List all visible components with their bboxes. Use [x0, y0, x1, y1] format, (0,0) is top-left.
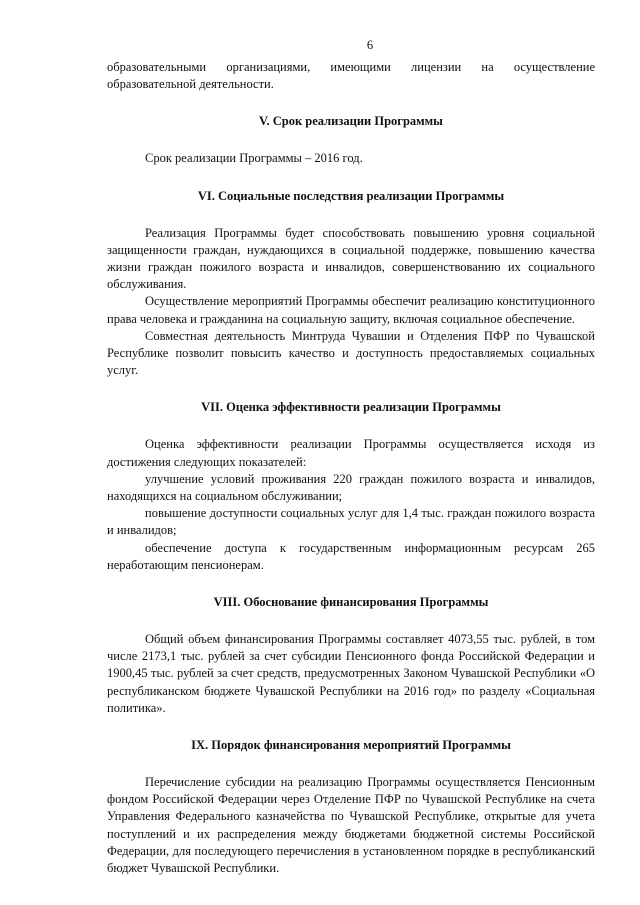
intro-paragraph-tail: образовательными организациями, имеющими лицензии на осуществление образовательной деятельности.	[107, 60, 595, 92]
section-vii-paragraph: Оценка эффективности реализации Программы осуществляется исходя из достижения следующих показателей:	[107, 437, 595, 469]
section-heading-viii: VIII. Обоснование финансирования Программы	[213, 595, 489, 610]
section-vii-list-item: улучшение условий проживания 220 граждан пожилого возраста и инвалидов, находящихся на социальном обслуживании;	[107, 471, 595, 504]
section-viii-paragraph: Общий объем финансирования Программы составляет 4073,55 тыс. рублей, в том числе 2173,1 тыс. рублей за счет субсидии Пенсионного фонда Российской Федерации и 1900,45 тыс. рублей за счет средств, предусмотренных Законом Чувашской Республики «О республиканском бюджете Чувашской Республики на 2016 год» по разделу «Социальная политика».	[107, 632, 595, 715]
section-vi-paragraph: Реализация Программы будет способствовать повышению уровня социальной защищенности граждан, нуждающихся в социальной поддержке, повышению качества жизни граждан пожилого возраста и инвалидов, совершенствованию их социального обслуживания.	[107, 225, 595, 292]
section-vi-paragraph: Совместная деятельность Минтруда Чувашии и Отделения ПФР по Чувашской Республике позволит повысить качество и доступность предоставляемых социальных услуг.	[107, 328, 595, 378]
section-heading-v: V. Срок реализации Программы	[259, 114, 443, 129]
section-vii-list-item: обеспечение доступа к государственным информационным ресурсам 265 неработающим пенсионерам.	[107, 540, 595, 572]
section-v-paragraph: Срок реализации Программы – 2016 год.	[145, 151, 363, 166]
section-vii-list-item: повышение доступности социальных услуг для 1,4 тыс. граждан пожилого возраста и инвалидов;	[107, 506, 595, 538]
section-heading-vi: VI. Социальные последствия реализации Программы	[197, 188, 505, 203]
section-vi-paragraph: Осуществление мероприятий Программы обеспечит реализацию конституционного права человека и гражданина на социальную защиту, включая социальное обеспечение.	[107, 294, 595, 326]
section-ix-paragraph: Перечисление субсидии на реализацию Программы осуществляется Пенсионным фондом Российской Федерации через Отделение ПФР по Чувашской Республике на счета Управления Федерального казначейства по Чувашской Республике, открытые для учета поступлений и их распределения между бюджетами бюджетной системы Российской Федерации, для последующего перечисления в установленном порядке в республиканский бюджет Чувашской Республики.	[107, 775, 595, 876]
page-number: 6	[366, 38, 374, 52]
section-heading-vii: VII. Оценка эффективности реализации Программы	[201, 400, 501, 415]
section-heading-ix: IX. Порядок финансирования мероприятий Программы	[191, 738, 511, 753]
